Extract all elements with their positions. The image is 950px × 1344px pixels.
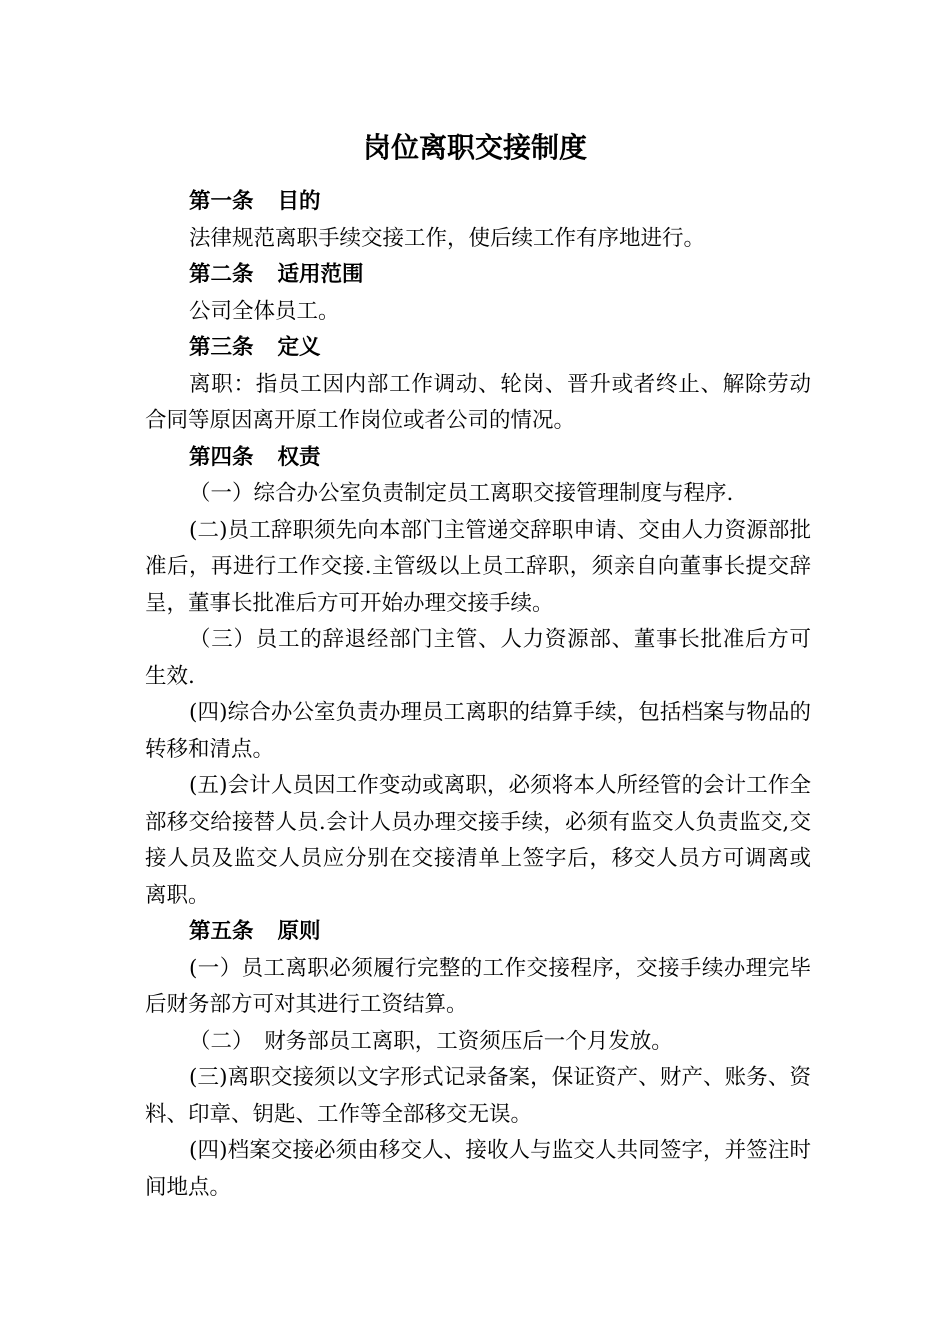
section-4-paragraph-5: (五)会计人员因工作变动或离职，必须将本人所经管的会计工作全部移交给接替人员.会计人员办理交接手续，必须有监交人负责监交,交接人员及监交人员应分别在交接清单上签字后，移交人员方可调离或离职。 <box>145 773 811 908</box>
section-1-number: 第一条 <box>189 189 254 214</box>
section-5-paragraph-4: (四)档案交接必须由移交人、接收人与监交人共同签字，并签注时间地点。 <box>145 1138 811 1200</box>
section-2-paragraph-1: 公司全体员工。 <box>189 298 340 324</box>
section-5-heading <box>145 914 811 951</box>
section-4-number: 第四条 <box>189 444 254 470</box>
section-3-title: 定义 <box>277 335 321 360</box>
section-3-number: 第三条 <box>189 335 254 360</box>
document-body <box>145 184 811 1206</box>
section-2-title: 适用范围 <box>277 262 364 287</box>
document-title: 岗位离职交接制度 <box>362 131 587 164</box>
section-4-title: 权责 <box>277 444 321 470</box>
section-5 <box>145 914 811 1206</box>
section-1-heading <box>145 184 811 221</box>
section-5-paragraph-1: (一）员工离职必须履行完整的工作交接程序，交接手续办理完毕后财务部方可对其进行工资结算。 <box>145 955 811 1017</box>
section-1 <box>145 184 811 257</box>
section-3 <box>145 330 811 440</box>
section-2 <box>145 257 811 330</box>
section-5-title: 原则 <box>277 919 321 944</box>
section-1-title: 目的 <box>277 189 321 214</box>
section-2-heading <box>145 257 811 294</box>
section-2-number: 第二条 <box>189 262 254 287</box>
section-5-paragraph-2: （二） 财务部员工离职，工资须压后一个月发放。 <box>189 1028 673 1054</box>
section-1-paragraph-1: 法律规范离职手续交接工作，使后续工作有序地进行。 <box>189 225 706 251</box>
section-4-paragraph-1: （一）综合办公室负责制定员工离职交接管理制度与程序. <box>189 481 734 506</box>
section-4-paragraph-2: (二)员工辞职须先向本部门主管递交辞职申请、交由人力资源部批准后，再进行工作交接.主管级以上员工辞职，须亲自向董事长提交辞呈，董事长批准后方可开始办理交接手续。 <box>145 517 811 616</box>
section-5-number: 第五条 <box>189 919 254 944</box>
section-3-paragraph-1: 离职：指员工因内部工作调动、轮岗、晋升或者终止、解除劳动合同等原因离开原工作岗位或者公司的情况。 <box>145 371 811 433</box>
section-4-paragraph-3: （三）员工的辞退经部门主管、人力资源部、董事长批准后方可生效. <box>145 627 811 689</box>
section-5-paragraph-3: (三)离职交接须以文字形式记录备案，保证资产、财产、账务、资料、印章、钥匙、工作等全部移交无误。 <box>145 1065 811 1127</box>
section-4 <box>145 440 811 915</box>
section-4-paragraph-4: (四)综合办公室负责办理员工离职的结算手续，包括档案与物品的转移和清点。 <box>145 700 811 762</box>
section-4-heading <box>145 440 811 477</box>
section-3-heading <box>145 330 811 367</box>
